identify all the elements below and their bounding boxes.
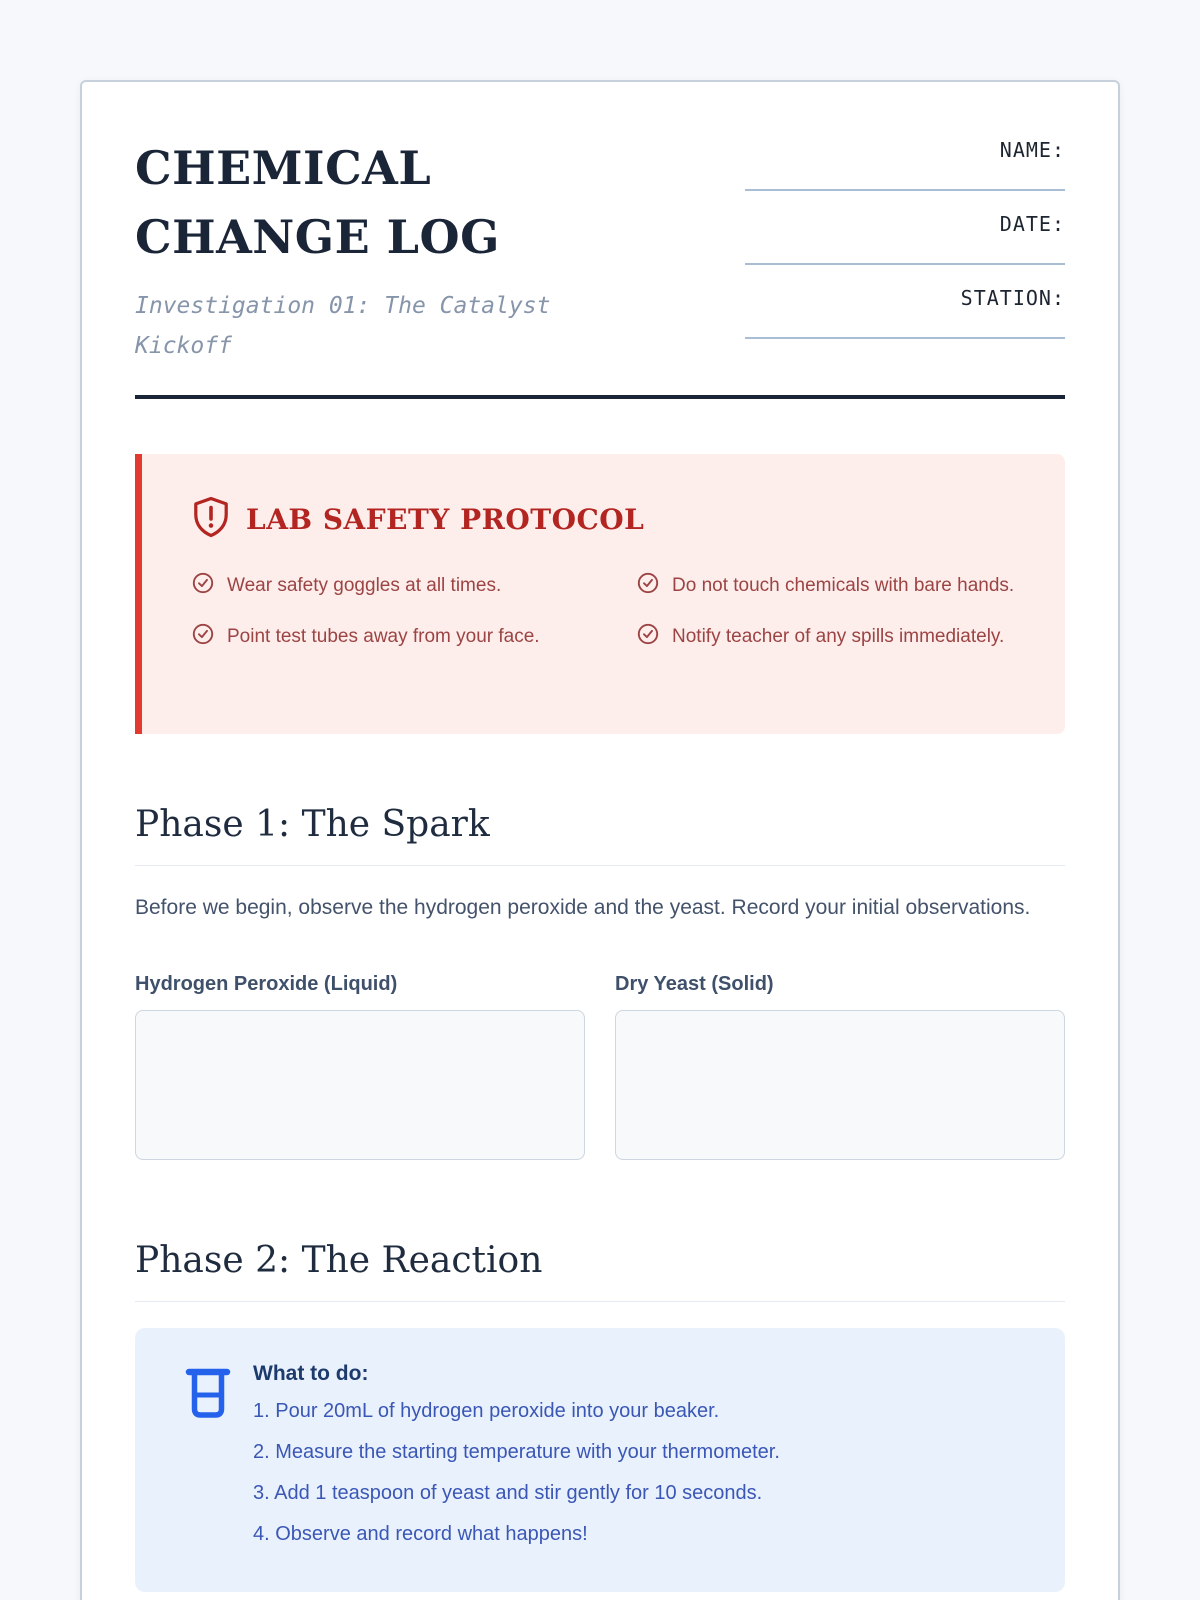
instructions-title: What to do: [253, 1362, 369, 1386]
phase-2-section [135, 1240, 1065, 1592]
safety-header [192, 496, 1027, 543]
step-item: Measure the starting temperature with your thermometer. [275, 1441, 780, 1464]
station-field-label: STATION: [960, 286, 1065, 310]
observation-grid [135, 973, 1065, 1160]
phase-1-intro: Before we begin, observe the hydrogen peroxide and the yeast. Record your initial observations. [135, 895, 1031, 919]
date-field-line[interactable] [745, 263, 1065, 265]
step-item: Add 1 teaspoon of yeast and stir gently for 10 seconds. [274, 1482, 763, 1505]
hydrogen-peroxide-observation-box[interactable] [135, 1010, 585, 1160]
safety-protocol-callout [135, 454, 1065, 734]
check-circle-icon [192, 572, 214, 599]
safety-item [637, 622, 1027, 651]
worksheet-page [80, 80, 1120, 1600]
check-circle-icon [637, 623, 659, 650]
station-field-line[interactable] [745, 337, 1065, 339]
date-field [745, 212, 1065, 265]
beaker-icon [185, 1362, 231, 1562]
id-fields [745, 134, 1065, 367]
page-subtitle: Investigation 01: The Catalyst Kickoff [135, 293, 551, 360]
phase-2-divider [135, 1301, 1065, 1302]
step-item: Pour 20mL of hydrogen peroxide into your beaker. [275, 1400, 720, 1423]
safety-item-text: Do not touch chemicals with bare hands. [672, 574, 1015, 596]
date-field-label: DATE: [999, 212, 1065, 236]
header [135, 134, 1065, 367]
name-field [745, 138, 1065, 191]
check-circle-icon [637, 572, 659, 599]
phase-2-title: Phase 2: The Reaction [135, 1240, 543, 1282]
safety-item [637, 571, 1027, 600]
header-divider [135, 395, 1065, 399]
safety-title: LAB SAFETY PROTOCOL [246, 502, 645, 536]
title-block [135, 134, 640, 367]
observation-column [615, 973, 1065, 1160]
observation-label: Hydrogen Peroxide (Liquid) [135, 973, 398, 996]
page-title: CHEMICAL CHANGE LOG [135, 141, 500, 264]
observation-label: Dry Yeast (Solid) [615, 973, 774, 996]
instructions-content [253, 1362, 780, 1562]
safety-item-text: Point test tubes away from your face. [227, 625, 540, 647]
name-field-label: NAME: [999, 138, 1065, 162]
dry-yeast-observation-box[interactable] [615, 1010, 1065, 1160]
safety-item-text: Notify teacher of any spills immediately. [672, 625, 1005, 647]
safety-item [192, 622, 582, 651]
name-field-line[interactable] [745, 189, 1065, 191]
instructions-steps [253, 1398, 780, 1547]
safety-checklist [192, 571, 1027, 652]
observation-column [135, 973, 585, 1160]
phase-1-section [135, 804, 1065, 1161]
phase-1-title: Phase 1: The Spark [135, 803, 490, 845]
phase-1-divider [135, 865, 1065, 866]
step-item: Observe and record what happens! [275, 1523, 588, 1546]
safety-item-text: Wear safety goggles at all times. [227, 574, 502, 596]
safety-item [192, 571, 582, 600]
station-field [745, 286, 1065, 339]
check-circle-icon [192, 623, 214, 650]
instructions-callout [135, 1328, 1065, 1592]
shield-alert-icon [192, 496, 230, 543]
